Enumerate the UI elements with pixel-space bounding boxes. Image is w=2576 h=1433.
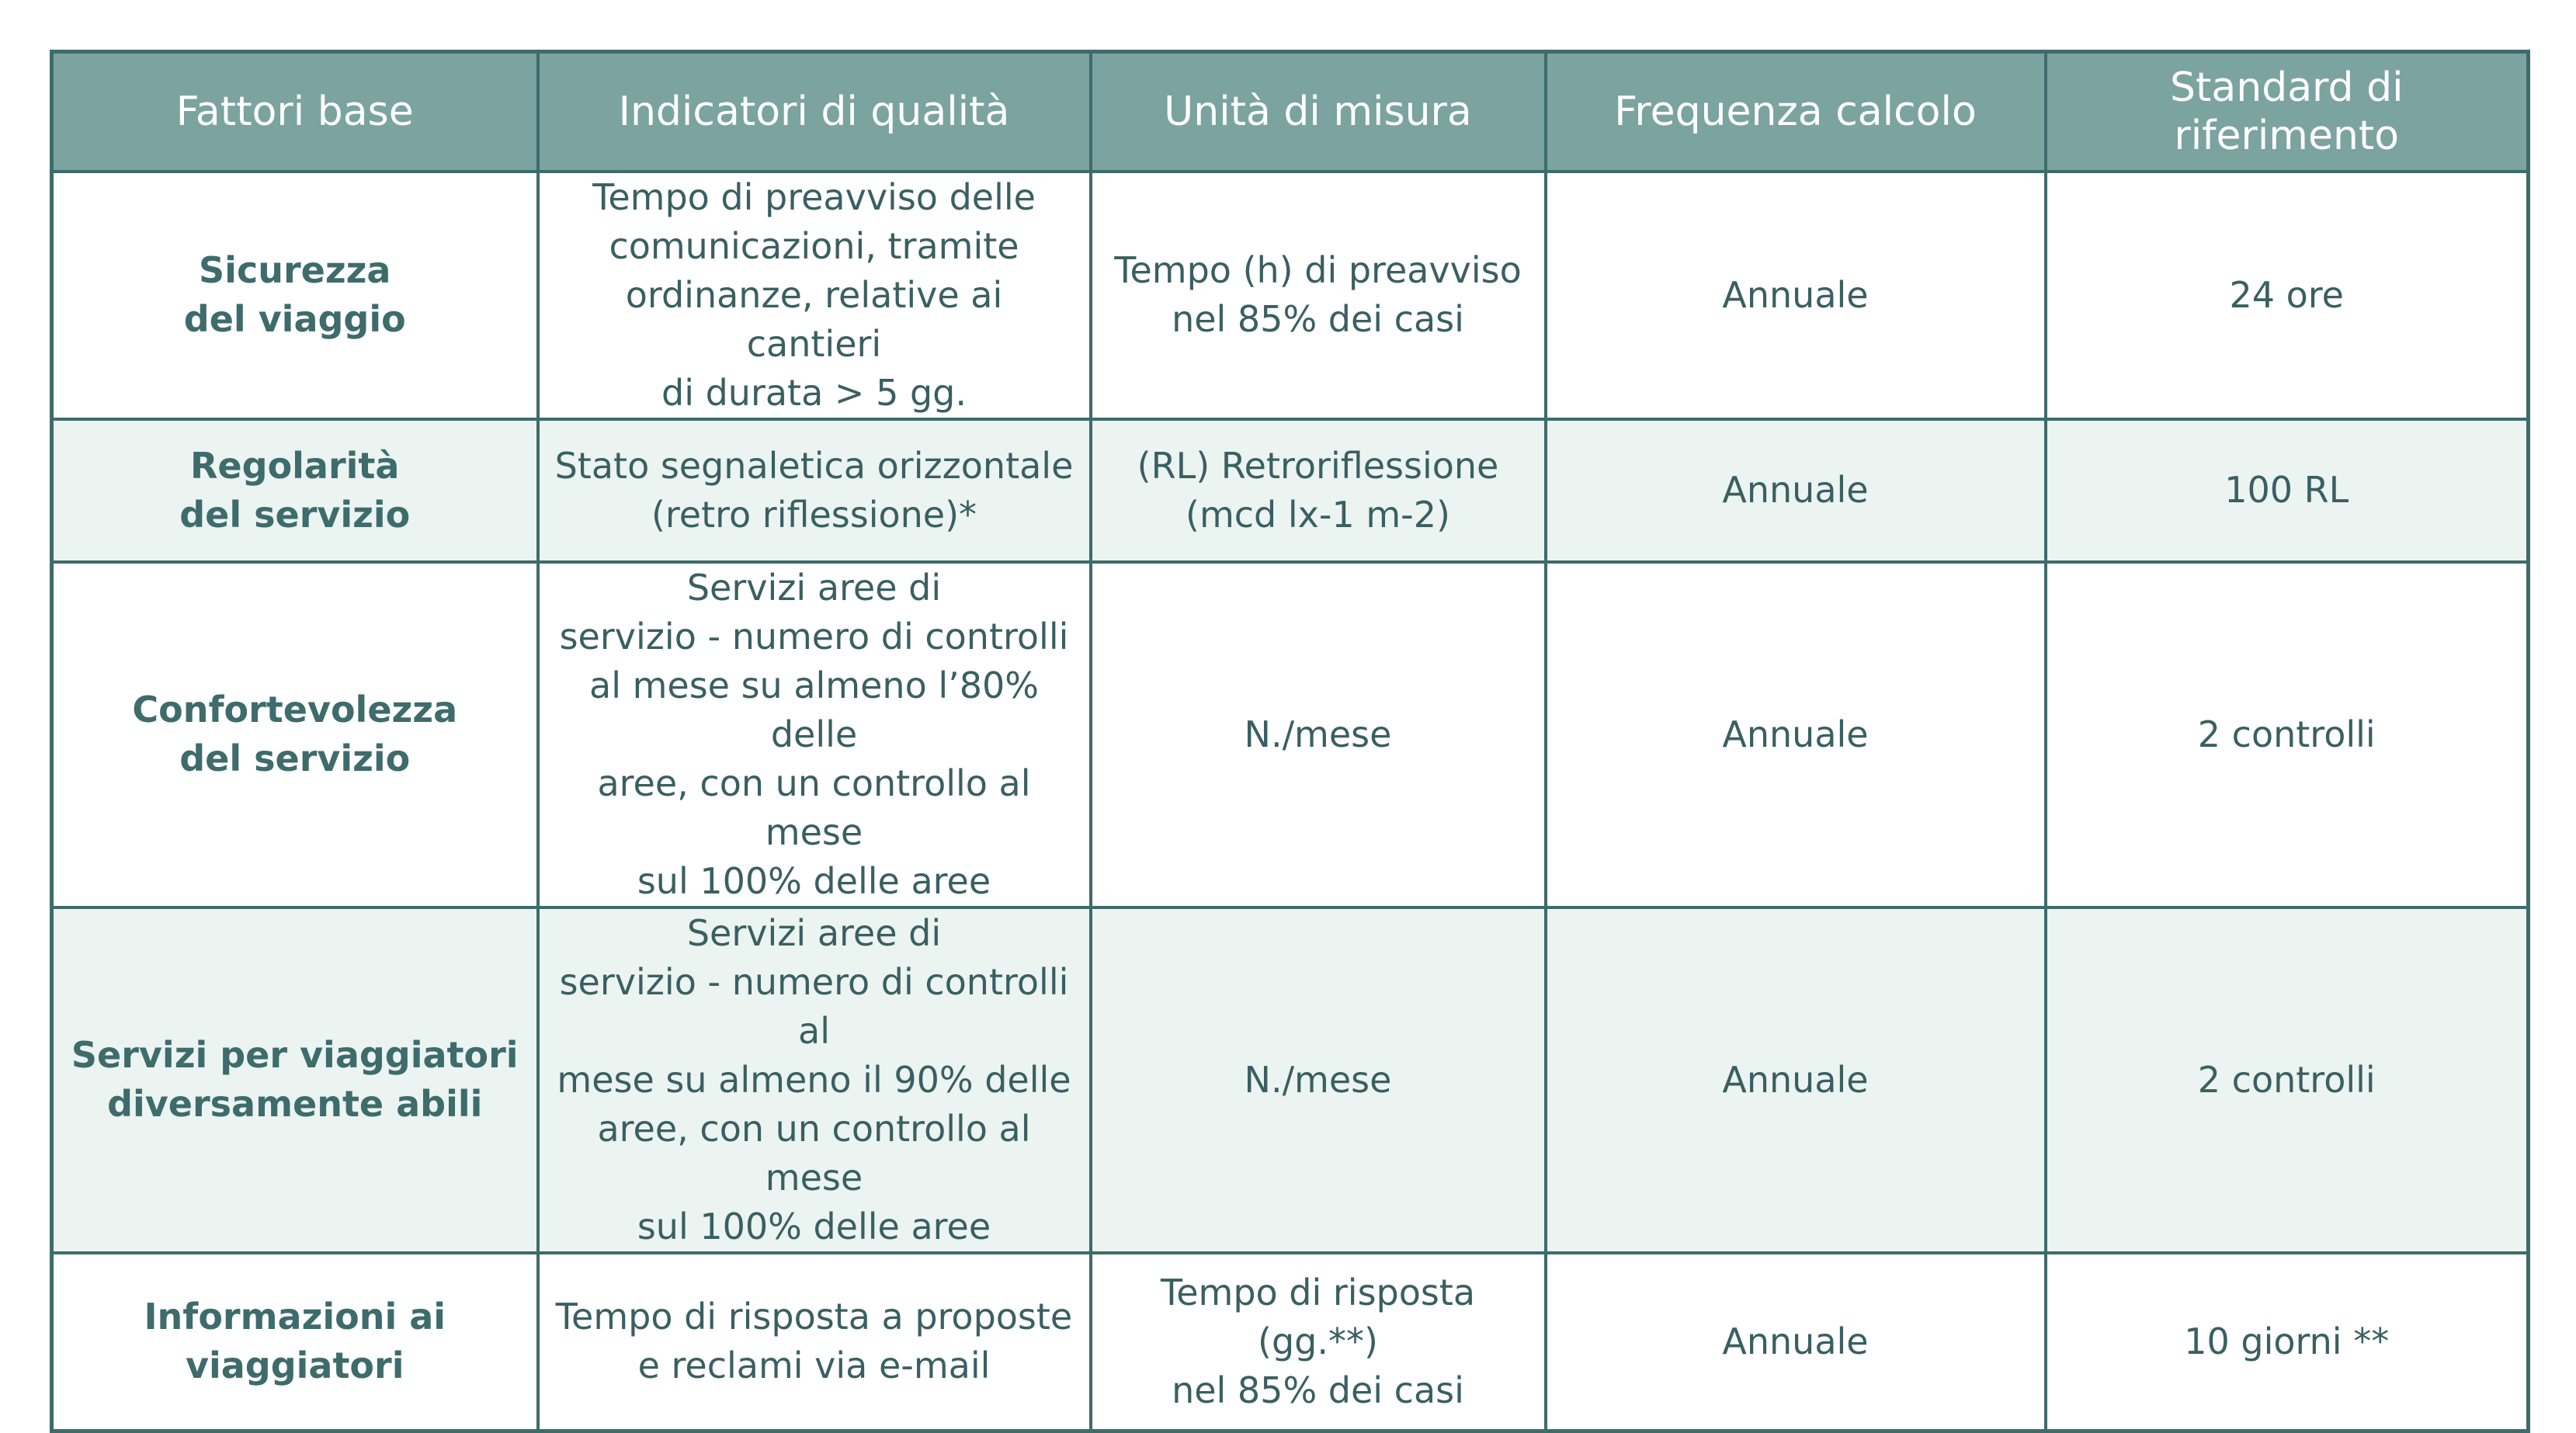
standard-cell: 2 controlli: [2046, 562, 2529, 907]
indicator-cell: Tempo di risposta a proposte e reclami via e-mail: [538, 1253, 1091, 1431]
header-row: [52, 52, 2529, 172]
header-indicatori-qualita: Indicatori di qualità: [538, 52, 1091, 172]
factor-cell: Regolarità del servizio: [52, 419, 538, 562]
factor-cell: Informazioni ai viaggiatori: [52, 1253, 538, 1431]
factor-cell: Sicurezza del viaggio: [52, 172, 538, 419]
standard-cell: 100 RL: [2046, 419, 2529, 562]
frequency-cell: Annuale: [1546, 1253, 2046, 1431]
indicator-cell: Servizi aree di servizio - numero di controlli al mese su almeno l’80% delle aree, con un controllo al mese sul 100% delle aree: [538, 562, 1091, 907]
table-row: [52, 1253, 2529, 1431]
table-row: [52, 907, 2529, 1253]
standard-cell: 10 giorni **: [2046, 1253, 2529, 1431]
table-row: [52, 562, 2529, 907]
indicator-cell: Tempo di preavviso delle comunicazioni, tramite ordinanze, relative ai cantieri di durata > 5 gg.: [538, 172, 1091, 419]
unit-cell: N./mese: [1091, 562, 1546, 907]
factor-cell: Servizi per viaggiatori diversamente abili: [52, 907, 538, 1253]
standard-cell: 2 controlli: [2046, 907, 2529, 1253]
frequency-cell: Annuale: [1546, 419, 2046, 562]
header-unita-misura: Unità di misura: [1091, 52, 1546, 172]
header-frequenza-calcolo: Frequenza calcolo: [1546, 52, 2046, 172]
table-row: [52, 172, 2529, 419]
unit-cell: (RL) Retroriflessione (mcd lx-1 m-2): [1091, 419, 1546, 562]
standard-cell: 24 ore: [2046, 172, 2529, 419]
unit-cell: Tempo (h) di preavviso nel 85% dei casi: [1091, 172, 1546, 419]
table-row: [52, 419, 2529, 562]
frequency-cell: Annuale: [1546, 172, 2046, 419]
factor-cell: Confortevolezza del servizio: [52, 562, 538, 907]
unit-cell: Tempo di risposta (gg.**) nel 85% dei casi: [1091, 1253, 1546, 1431]
indicator-cell: Servizi aree di servizio - numero di controlli al mese su almeno il 90% delle aree, con un controllo al mese sul 100% delle aree: [538, 907, 1091, 1253]
indicator-cell: Stato segnaletica orizzontale (retro riflessione)*: [538, 419, 1091, 562]
unit-cell: N./mese: [1091, 907, 1546, 1253]
frequency-cell: Annuale: [1546, 907, 2046, 1253]
table-body: [52, 172, 2529, 1431]
quality-standards-table: [50, 50, 2530, 1433]
header-fattori-base: Fattori base: [52, 52, 538, 172]
table-header: [52, 52, 2529, 172]
frequency-cell: Annuale: [1546, 562, 2046, 907]
header-standard-riferimento: Standard di riferimento: [2046, 52, 2529, 172]
